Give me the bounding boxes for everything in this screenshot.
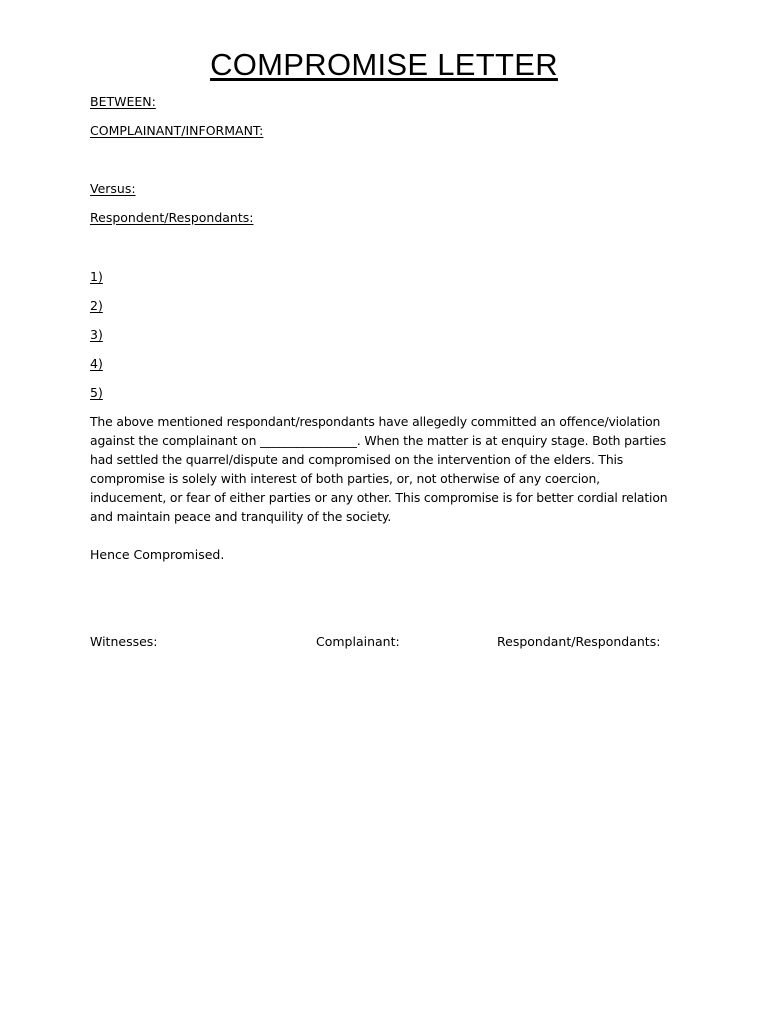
body-paragraph-block — [90, 412, 675, 526]
respondent-number-3: 3) — [90, 327, 103, 342]
witnesses-signature-label: Witnesses: — [90, 634, 158, 649]
between-label: BETWEEN: — [90, 94, 156, 109]
respondent-number-2: 2) — [90, 298, 103, 313]
closing-statement: Hence Compromised. — [90, 547, 225, 562]
respondent-number-5: 5) — [90, 385, 103, 400]
body-paragraph: The above mentioned respondant/respondants have allegedly committed an offence/violation against the complainant on ________________. When the matter is at enquiry stage. Both parties had settled the quarrel/dispute and compromised on the intervention of the elders. This compromise is solely with interest of both parties, or, not otherwise of any coercion, inducement, or fear of either parties or any other. This compromise is for better cordial relation and maintain peace and tranquility of the society. — [90, 414, 668, 524]
versus-label: Versus: — [90, 181, 136, 196]
complainant-signature-label: Complainant: — [316, 634, 400, 649]
document-title: COMPROMISE LETTER — [210, 47, 558, 82]
complainant-label: COMPLAINANT/INFORMANT: — [90, 123, 264, 138]
respondants-signature-label: Respondant/Respondants: — [497, 634, 661, 649]
respondent-number-1: 1) — [90, 269, 103, 284]
respondent-number-4: 4) — [90, 356, 103, 371]
respondent-label: Respondent/Respondants: — [90, 210, 254, 225]
